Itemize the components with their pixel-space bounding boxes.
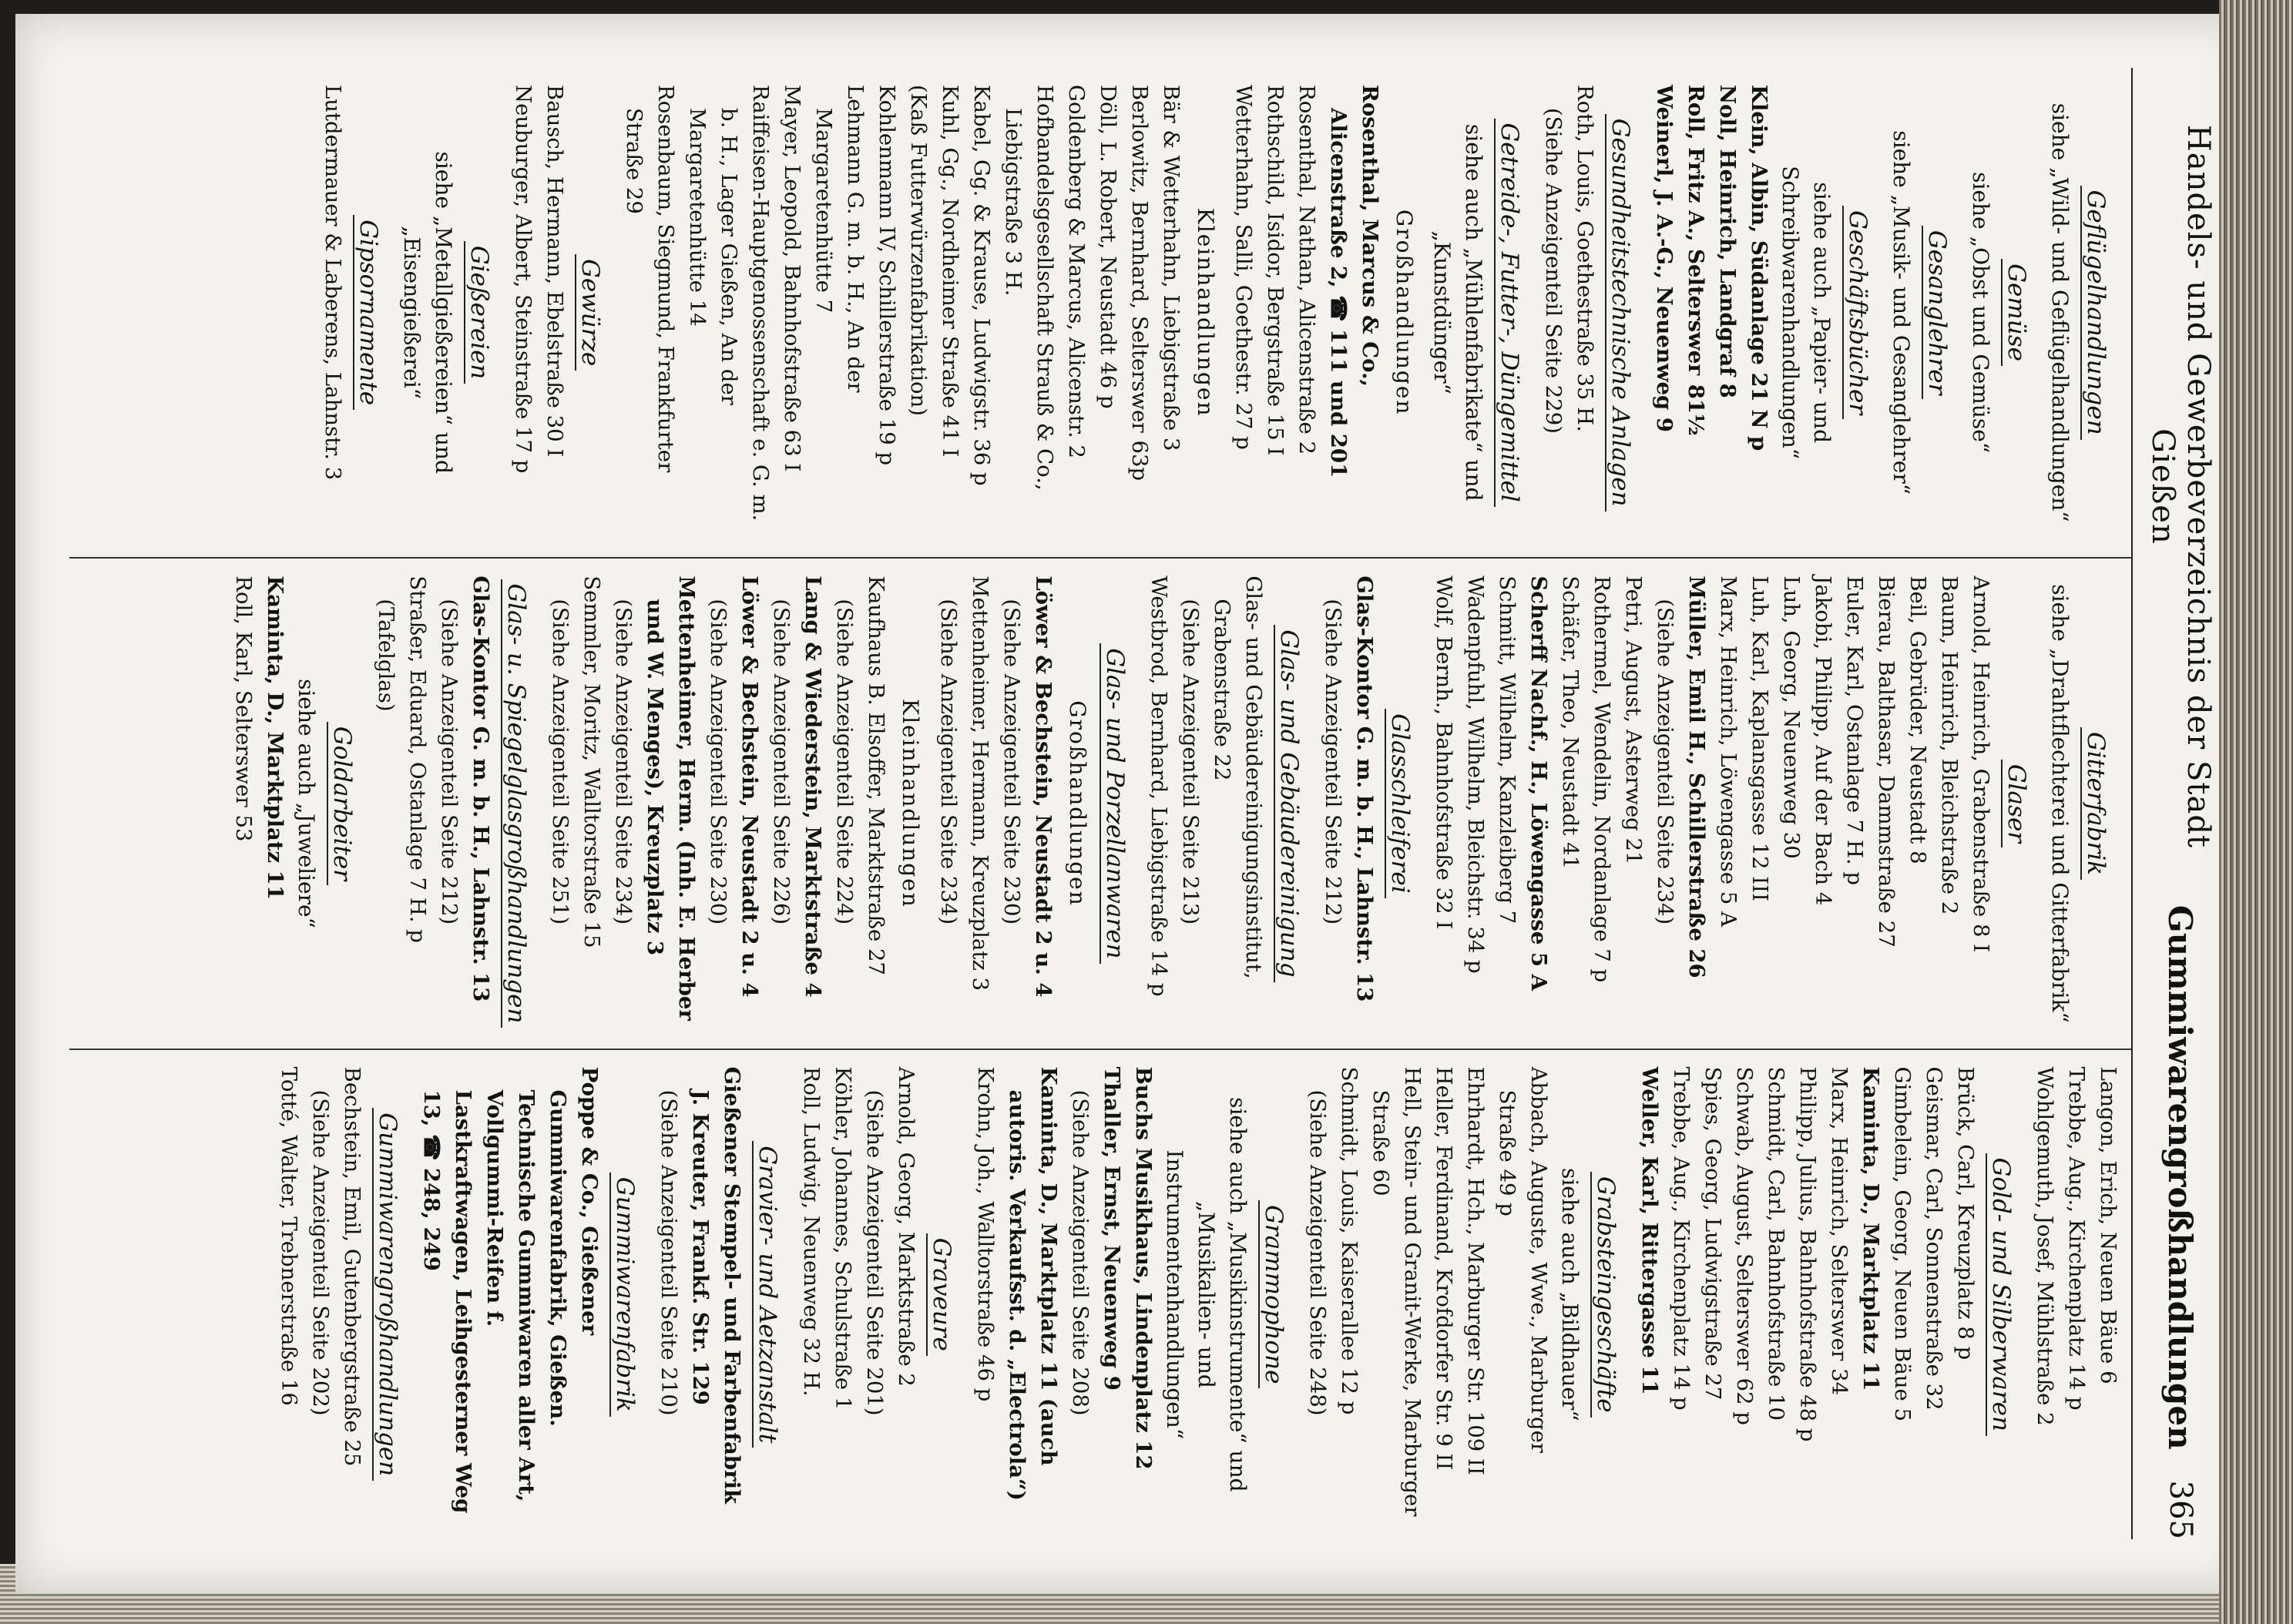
directory-column-1 [69, 68, 2131, 557]
category-heading [1605, 85, 1636, 540]
category-heading-text: Gummiwarenfabrik [609, 1173, 639, 1417]
category-heading [1385, 575, 1415, 1031]
directory-entry: Abbach, Auguste, Wwe., Marburger Straße 49 p [1495, 1066, 1551, 1454]
category-heading-text: Glasschleiferei [1385, 709, 1414, 898]
category-heading [575, 85, 606, 540]
directory-entry: Langon, Erich, Neuen Bäue 6 [2096, 1066, 2120, 1384]
directory-entry: Mettenheimer, Hermann, Kreuzplatz 3 [968, 575, 992, 992]
directory-entry-bold: Kaminta, D., Marktplatz 11 (auch autoris. Verkaufsst. d. „Electrola“) [1005, 1066, 1061, 1501]
category-heading-text: Gemüse [2001, 259, 2030, 366]
category-heading-text: Gipsornamente [353, 215, 382, 410]
category-heading [2001, 575, 2032, 1031]
advertisement-reference: (Siehe Anzeigenteil Seite 248) [1305, 1089, 1330, 1416]
directory-entry: Glas- und Gebäudereinigungsinstitut, Grabenstraße 22 [1210, 575, 1266, 979]
page-body [69, 68, 2216, 1539]
category-heading [1986, 1067, 2016, 1522]
category-heading-text: Glaser [2001, 760, 2030, 847]
directory-entry: Schäfer, Theo, Neustadt 41 [1558, 575, 1583, 870]
advertisement-reference: (Siehe Anzeigenteil Seite 229) [1541, 108, 1566, 434]
cross-reference: siehe „Musik- und Gesanglehrer“ [1888, 130, 1914, 495]
advertisement-reference: (Siehe Anzeigenteil Seite 230) [706, 599, 730, 925]
directory-column-2 [69, 557, 2131, 1048]
subheading: Großhandlungen [1392, 209, 1417, 416]
directory-entry: Arnold, Georg, Marktstraße 2 [894, 1066, 918, 1387]
directory-entry: Wadenpfuhl, Wilhelm, Bleichstr. 34 p [1463, 575, 1488, 974]
directory-entry-bold: Rosenthal, Marcus & Co., Alicenstraße 2, ☎ 111 und 201 [1326, 85, 1382, 478]
advertisement-reference: (Tafelglas) [374, 599, 398, 712]
directory-entry: Neuburger, Albert, Steinstraße 17 p [511, 85, 535, 474]
advertisement-reference: (Siehe Anzeigenteil Seite 230) [999, 599, 1024, 925]
directory-entry: Schmidt, Louis, Kaiserallee 12 p [1337, 1066, 1361, 1415]
directory-entry: Mayer, Leopold, Bahnhofstraße 63 I [780, 85, 804, 472]
subheading: Kleinhandlungen [1193, 207, 1218, 418]
directory-column-3 [69, 1049, 2131, 1539]
directory-entry-bold: Mettenheimer, Herm. (Inh. E. Herber und W. Menges), Kreuzplatz 3 [643, 575, 699, 1021]
directory-entry: Rosenbaum, Siegmund, Frankfurter Straße 29 [622, 85, 678, 473]
directory-entry: Trebbe, Aug., Kirchenplatz 14 p [2064, 1066, 2089, 1411]
category-heading [1494, 85, 1525, 540]
directory-entry: Wolf, Bernh., Bahnhofstraße 32 I [1432, 575, 1456, 930]
category-heading [327, 575, 358, 1031]
category-heading [1842, 85, 1873, 540]
directory-entry-bold: Kaminta, D., Marktplatz 11 [1858, 1066, 1883, 1391]
directory-entry-bold: Müller, Emil H., Schillerstraße 26 [1684, 575, 1709, 978]
directory-entry: Geismar, Carl, Sonnenstraße 32 [1922, 1066, 1946, 1411]
category-heading-text: Geschäftsbücher [1842, 206, 1872, 419]
directory-entry-bold: Kaminta, D., Marktplatz 11 [263, 575, 287, 901]
category-heading-text: Glas- und Gebäudereinigung [1274, 625, 1303, 981]
directory-entry: Hell, Stein- und Granit-Werke, Marburger Straße 60 [1368, 1066, 1425, 1517]
directory-entry: Euler, Karl, Ostanlage 7 H. p [1842, 575, 1867, 886]
header-section: Gummiwarengroßhandlungen [2161, 904, 2200, 1450]
subheading: Großhandlungen [1065, 700, 1090, 907]
directory-entry-bold: Thaller, Ernst, Neuenweg 9 [1099, 1066, 1124, 1391]
category-heading-text: Getreide-, Futter-, Düngemittel [1494, 119, 1523, 507]
directory-entry: Kohlenmann IV, Schillerstraße 19 p [875, 85, 899, 466]
rotated-page-content [15, 14, 2250, 1593]
directory-entry: Bausch, Hermann, Ebelstraße 30 I [542, 85, 567, 458]
directory-entry: Marx, Heinrich, Selterswег 34 [1827, 1066, 1852, 1396]
directory-entry: Arnold, Heinrich, Grabenstraße 8 I [1969, 575, 1993, 953]
directory-entry: Luh, Georg, Neuenweg 30 [1779, 575, 1804, 859]
directory-entry: Jakobi, Philipp, Auf der Bach 4 [1811, 575, 1835, 906]
category-heading-text: Geflügelhandlungen [2080, 186, 2110, 440]
category-heading-text: Gummiwarengroßhandlungen [372, 1108, 401, 1481]
category-heading-text: Gießereien [464, 241, 493, 384]
category-heading [1258, 1067, 1289, 1522]
advertisement-reference: (Siehe Anzeigenteil Seite 210) [656, 1089, 681, 1416]
directory-entry-bold: Noll, Heinrich, Landgraf 8 [1715, 85, 1740, 398]
category-heading-text: Gesundheitstechnische Anlagen [1605, 114, 1634, 512]
directory-entry-bold: Weller, Karl, Rittergasse 11 [1637, 1066, 1662, 1395]
directory-entry-bold: Glas-Kontor G. m. b. H., Lahnstr. 13 [1352, 575, 1377, 1002]
directory-entry: Bierau, Balthasar, Dammstraße 27 [1874, 575, 1899, 948]
category-heading [926, 1067, 957, 1522]
running-header [2145, 68, 2216, 1539]
cross-reference: siehe auch „Juweliere“ [294, 679, 319, 928]
directory-entry: Bechstein, Emil, Gutenbergstraße 25 [340, 1066, 364, 1467]
cross-reference: siehe auch „Bildhauer“ [1557, 1167, 1583, 1421]
directory-entry: Köhler, Johannes, Schulstraße 1 [831, 1066, 855, 1411]
directory-entry: Straßer, Eduard, Ostanlage 7 H. p [405, 575, 430, 943]
directory-entry: Krohn, Joh., Walltorstraße 46 p [973, 1066, 998, 1402]
category-heading [501, 575, 532, 1031]
directory-entry: Schwab, August, Selterswег 62 p [1732, 1066, 1757, 1425]
advertisement-reference: (Siehe Anzeigenteil Seite 224) [832, 599, 857, 925]
advertisement-reference: (Siehe Anzeigenteil Seite 234) [936, 599, 961, 925]
category-heading-text: Glas- und Porzellanwaren [1099, 643, 1129, 963]
directory-entry: Schmidt, Carl, Bahnhofstraße 10 [1764, 1066, 1788, 1421]
category-heading-text: Gewürze [575, 254, 604, 371]
category-heading-text: Gravier- und Aetzanstalt [752, 1141, 781, 1448]
category-heading [1590, 1067, 1621, 1522]
directory-entry: Trebbe, Aug., Kirchenplatz 14 p [1669, 1066, 1694, 1411]
header-title: Handels- und Gewerbeverzeichnis der Stadt Gießen [2145, 124, 2216, 848]
directory-entry: (Kaß Futterwürzenfabrikation) [906, 85, 931, 416]
category-heading-text: Grammophone [1258, 1200, 1288, 1388]
directory-entry: Brück, Carl, Kreuzplatz 8 p [1953, 1066, 1978, 1361]
directory-entry: Wetterhahn, Salli, Goethestr. 27 p [1231, 85, 1256, 450]
directory-entry: Rosenthal, Nathan, Alicenstraße 2 [1294, 85, 1319, 455]
directory-entry-bold: Löwer & Bechstein, Neustadt 2 u. 4 [737, 575, 762, 998]
directory-entry: Wohlgemuth, Josef, Mühlstraße 2 [2033, 1066, 2057, 1426]
directory-entry-bold: Löwer & Bechstein, Neustadt 2 u. 4 [1031, 575, 1056, 998]
category-heading [2080, 575, 2111, 1031]
directory-entry-bold: Gießener Stempel- und Farbenfabrik J. Kreuter, Frankf. Str. 129 [688, 1066, 744, 1505]
category-heading [609, 1067, 640, 1522]
directory-entry: Lehmann G. m. b. H., An der Margaretenhütte 7 [811, 85, 868, 393]
directory-entry: Rothermel, Wendelin, Nordanlage 7 p [1590, 575, 1614, 983]
cross-reference: siehe auch „Musikinstrumente“ und „Musikalien- und Instrumentenhandlungen“ [1162, 1097, 1251, 1492]
directory-entry: Spies, Georg, Ludwigstraße 27 [1700, 1066, 1725, 1401]
cross-reference: siehe auch „Mühlenfabrikate“ und „Kunstdünger“ [1429, 123, 1486, 502]
directory-entry: Rothschild, Isidor, Bergstraße 15 I [1263, 85, 1288, 456]
advertisement-reference: (Siehe Anzeigenteil Seite 202) [308, 1089, 333, 1416]
directory-entry: Roll, Ludwig, Neuenweg 32 H. [799, 1066, 824, 1397]
category-heading [1922, 85, 1952, 540]
category-heading [2001, 85, 2032, 540]
directory-entry: Heller, Ferdinand, Krofdorfer Str. 9 II [1432, 1066, 1456, 1471]
advertisement-reference: (Siehe Anzeigenteil Seite 234) [1653, 599, 1677, 925]
directory-entry: Berlowitz, Bernhard, Selterswег 63p [1127, 85, 1152, 481]
directory-entry: Kaufhaus B. Elsoffer, Marktstraße 27 [864, 575, 888, 975]
directory-entry-bold: Buchs Musikhaus, Lindenplatz 12 [1131, 1066, 1156, 1470]
directory-entry: Bär & Wetterhahn, Liebigstraße 3 [1159, 85, 1183, 451]
category-heading [1274, 575, 1304, 1031]
cross-reference: siehe auch „Papier- und Schreibwarenhandlungen“ [1778, 166, 1835, 460]
category-heading [372, 1067, 403, 1522]
subheading: Kleinhandlungen [898, 699, 923, 908]
directory-entry: Lutdermauer & Laberens, Lahnstr. 3 [321, 85, 345, 481]
directory-entry: Roth, Louis, Goethestraße 35 H. [1573, 85, 1597, 432]
category-heading [464, 85, 495, 540]
directory-entry-bold: Lang & Wiederstein, Marktstraße 4 [801, 575, 825, 998]
directory-entry: Kuhl, Gg., Nordheimer Straße 41 I [938, 85, 962, 458]
advertisement-reference: (Siehe Anzeigenteil Seite 226) [769, 599, 794, 925]
cross-reference: siehe „Wild- und Geflügelhandlungen“ [2047, 102, 2073, 522]
advertisement-reference: (Siehe Anzeigenteil Seite 208) [1068, 1089, 1093, 1416]
directory-entry: Döll, L. Robert, Neustadt 46 p [1096, 85, 1120, 409]
directory-entry: Kabel, Gg. & Krause, Ludwigstr. 36 p [969, 85, 994, 486]
directory-entry: Baum, Heinrich, Bleichstraße 2 [1937, 575, 1962, 915]
directory-entry: Schmitt, Wilhelm, Kanzleiberg 7 [1495, 575, 1519, 924]
directory-entry: Gimbelein, Georg, Neuen Bäue 5 [1890, 1066, 1915, 1422]
category-heading [1099, 575, 1130, 1031]
directory-columns [69, 68, 2133, 1539]
category-heading [353, 85, 384, 540]
category-heading-text: Gold- und Silberwaren [1986, 1153, 2015, 1436]
category-heading-text: Gitterfabrik [2080, 727, 2110, 880]
advertisement-reference: (Siehe Anzeigenteil Seite 212) [437, 599, 462, 925]
category-heading [752, 1067, 783, 1522]
category-heading [2080, 85, 2111, 540]
directory-entry: Philipp, Julius, Bahnhofstraße 48 p [1795, 1066, 1820, 1442]
category-heading-text: Grabsteingeschäfte [1590, 1172, 1620, 1418]
directory-entry-bold: Klein, Albin, Südanlage 21 N p [1747, 85, 1771, 451]
directory-entry: Luh, Karl, Kaplansgasse 12 III [1747, 575, 1772, 901]
directory-entry-bold: Roll, Fritz A., Selterswег 81½ [1684, 85, 1708, 436]
directory-entry: Beil, Gebrüder, Neustadt 8 [1905, 575, 1930, 864]
directory-entry: Ehrhardt, Hch., Marburger Str. 109 II [1463, 1066, 1488, 1475]
directory-entry: Marx, Heinrich, Löwengasse 5 A [1716, 575, 1741, 927]
directory-entry: Totté, Walter, Trebnerstraße 16 [277, 1066, 301, 1406]
directory-entry: Semmler, Moritz, Walltorstraße 15 [579, 575, 604, 948]
cross-reference: siehe „Metallgießereien“ und „Eisengießerei“ [399, 151, 456, 474]
directory-entry-bold: Weinerl, J. A.-G., Neuenweg 9 [1652, 85, 1677, 432]
category-heading-text: Glas- u. Spiegelglasgroßhandlungen [501, 579, 530, 1028]
directory-entry-bold: Poppe & Co., Gießener Gummiwarenfabrik, Gießen. Technische Gummiwaren aller Art, Vollgummi-Reifen f. Lastkraftwagen, Leihgesterner Weg 13, ☎ 248, 249 [419, 1066, 602, 1514]
directory-entry-bold: Scherff Nachf., H., Löwengasse 5 A [1526, 575, 1551, 991]
directory-entry: Hofbandelsgesellschaft Strauß & Co., Liebigstraße 3 H. [1001, 85, 1057, 491]
cross-reference: siehe „Obst und Gemüse“ [1968, 172, 1993, 454]
page-number: 365 [2163, 1480, 2198, 1539]
directory-entry: Petri, August, Asterweg 21 [1621, 575, 1646, 865]
advertisement-reference: (Siehe Anzeigenteil Seite 251) [548, 599, 572, 925]
category-heading-text: Goldarbeiter [327, 722, 356, 885]
directory-entry: Raiffeisen-Hauptgenossenschaft e. G. m. b. H., Lager Gießen, An der Margaretenhütte 14 [685, 85, 773, 522]
directory-entry-bold: Glas-Kontor G. m. b. H., Lahnstr. 13 [468, 575, 493, 1002]
advertisement-reference: (Siehe Anzeigenteil Seite 234) [611, 599, 636, 925]
directory-entry: Goldenberg & Marcus, Alicenstr. 2 [1064, 85, 1089, 459]
advertisement-reference: (Siehe Anzeigenteil Seite 212) [1321, 599, 1345, 925]
directory-entry: Roll, Karl, Selterswег 53 [231, 575, 256, 842]
advertisement-reference: (Siehe Anzeigenteil Seite 213) [1178, 599, 1203, 925]
category-heading-text: Graveure [926, 1233, 955, 1356]
category-heading-text: Gesanglehrer [1922, 226, 1951, 400]
directory-entry: Westbrod, Bernhard, Liebigstraße 14 p [1146, 575, 1171, 997]
advertisement-reference: (Siehe Anzeigenteil Seite 201) [862, 1089, 887, 1416]
cross-reference: siehe „Drahtflechterei und Gitterfabrik“ [2047, 584, 2073, 1023]
